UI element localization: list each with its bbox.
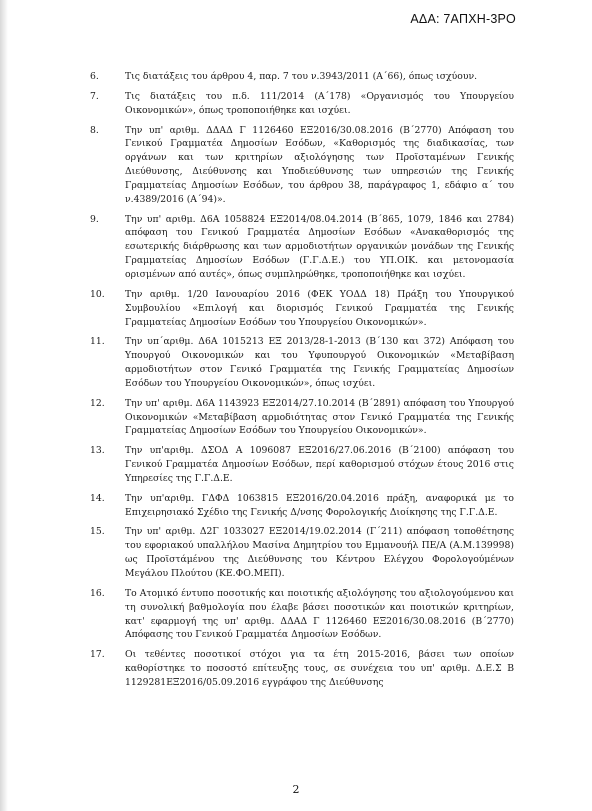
item-text: Την υπ'αριθμ. ΓΔΦΔ 1063815 ΕΞ2016/20.04.2016 πράξη, αναφορικά με το Επιχειρησιακό Σχέδιο της Γενικής Δ/νσης Φορολογικής Διοίκησης της Γ.Γ.Δ.Ε. <box>125 492 514 518</box>
list-item <box>88 288 514 330</box>
list-item <box>88 213 514 282</box>
item-text: Την αριθμ. 1/20 Ιανουαρίου 2016 (ΦΕΚ ΥΟΔΔ 18) Πράξη του Υπουργικού Συμβουλίου «Επιλογή και διορισμός Γενικού Γραμματέα της Γενικής Γραμματείας Δημοσίων Εσόδων του Υπουργείου Οικονομικών». <box>125 288 514 328</box>
list-item <box>88 648 514 690</box>
list-item <box>88 124 514 207</box>
item-text: Την υπ' αριθμ. Δ6Α 1058824 ΕΞ2014/08.04.2014 (Β΄865, 1079, 1846 και 2784) απόφαση του Γενικού Γραμματέα Δημοσίων Εσόδων «Ανακαθορισμός της εσωτερικής διάρθρωσης και των αρμοδιοτήτων οργανικών μονάδων της Γενικής Γραμματείας Δημοσίων Εσόδων (Γ.Γ.Δ.Ε.) του ΥΠ.ΟΙΚ. και μετονομασία ορισμένων από αυτές», όπως συμπληρώθηκε, τροποποιήθηκε και ισχύει. <box>125 213 514 280</box>
item-text: Οι τεθέντες ποσοτικοί στόχοι για τα έτη 2015-2016, βάσει των οποίων καθορίστηκε το ποσοστό επίτευξης τους, σε συνέχεια του υπ' αριθμ. Δ.Ε.Σ Β 1129281ΕΞ2016/05.09.2016 εγγράφου της Διεύθυνσης <box>125 649 514 688</box>
list-item <box>88 525 514 580</box>
item-number: 7. <box>90 90 99 102</box>
item-number: 12. <box>90 397 105 409</box>
list-item <box>88 444 514 486</box>
list-item <box>88 70 514 84</box>
list-item <box>88 90 514 118</box>
page-number: 2 <box>292 783 300 796</box>
item-text: Την υπ΄αριθμ. Δ6Α 1015213 ΕΞ 2013/28-1-2013 (Β΄130 και 372) Απόφαση του Υπουργού Οικονομικών και του Υφυπουργού Οικονομικών «Μεταβίβαση αρμοδιοτήτων στον Γενικό Γραμματέα της Γενικής Γραμματείας Δημοσίων Εσόδων του Υπουργείου Οικονομικών», όπως ισχύει. <box>125 336 514 389</box>
list-item <box>88 335 514 390</box>
list-item <box>88 397 514 439</box>
item-number: 15. <box>90 526 105 538</box>
list-item <box>88 587 514 642</box>
item-text: Την υπ'αριθμ. ΔΣΟΔ Α 1096087 ΕΞ2016/27.06.2016 (Β΄2100) απόφαση του Γενικού Γραμματέα Δημοσίων Εσόδων, περί καθορισμού στόχων έτους 2016 στις Υπηρεσίες της Γ.Γ.Δ.Ε. <box>125 445 514 484</box>
item-text: Την υπ' αριθμ. ΔΔΑΔ Γ 1126460 ΕΞ2016/30.08.2016 (Β΄2770) Απόφαση του Γενικού Γραμματέα Δημοσίων Εσόδων, «Καθορισμός της διαδικασίας, των οργάνων και των κριτηρίων αξιολόγησης των Προϊσταμένων Γενικής Διεύθυνσης, Διεύθυνσης και Υποδιεύθυνσης των υπηρεσιών της Γενικής Γραμματείας Δημοσίων Εσόδων, του άρθρου 38, παράγραφος 1, εδάφιο α΄ του ν.4389/2016 (Α΄94)». <box>125 124 514 205</box>
item-number: 8. <box>90 124 99 136</box>
item-number: 6. <box>90 71 99 82</box>
page-edge-shadow <box>0 0 8 811</box>
item-number: 9. <box>90 213 99 225</box>
item-text: Τις διατάξεις του π.δ. 111/2014 (Α΄178) «Οργανισμός του Υπουργείου Οικονομικών», όπως τροποποιήθηκε και ισχύει. <box>125 90 514 116</box>
item-number: 14. <box>90 492 105 504</box>
item-text: Το Ατομικό έντυπο ποσοτικής και ποιοτικής αξιολόγησης του αξιολογούμενου και τη συνολική βαθμολογία που έλαβε βάσει ποσοτικών και ποιοτικών κριτηρίων, κατ' εφαρμογή της υπ' αριθμ. ΔΔΑΔ Γ 1126460 ΕΞ2016/30.08.2016 (Β΄2770) Απόφασης του Γενικού Γραμματέα Δημοσίων Εσόδων. <box>125 587 514 641</box>
item-number: 16. <box>90 587 105 599</box>
item-number: 10. <box>90 288 105 300</box>
item-text: Τις διατάξεις του άρθρου 4, παρ. 7 του ν.3943/2011 (Α΄66), όπως ισχύουν. <box>125 71 478 82</box>
item-number: 17. <box>90 649 105 661</box>
item-number: 11. <box>90 336 105 348</box>
item-text: Την υπ' αριθμ. Δ2Γ 1033027 ΕΞ2014/19.02.2014 (Γ΄211) απόφαση τοποθέτησης του εφοριακού υπαλλήλου Μασίνα Δημητρίου του Εμμανουήλ ΠΕ/Α (Α.Μ.139998) ως Προϊστάμένου της Διεύθυνσης του Κέντρου Ελέγχου Φορολογούμένων Μεγάλου Πλούτου (ΚΕ.ΦΟ.ΜΕΠ). <box>125 526 514 579</box>
document-id: ΑΔΑ: 7ΑΠΧΗ-3ΡΟ <box>410 12 516 26</box>
item-number: 13. <box>90 445 105 457</box>
numbered-list <box>88 70 514 696</box>
list-item <box>88 492 514 520</box>
item-text: Την υπ' αριθμ. Δ6Α 1143923 ΕΞ2014/27.10.2014 (Β΄2891) απόφαση του Υπουργού Οικονομικών «Μεταβίβαση αρμοδιότητας στον Γενικό Γραμματέα της Γενικής Γραμματείας Δημοσίων Εσόδων του Υπουργείου Οικονομικών». <box>125 397 514 437</box>
